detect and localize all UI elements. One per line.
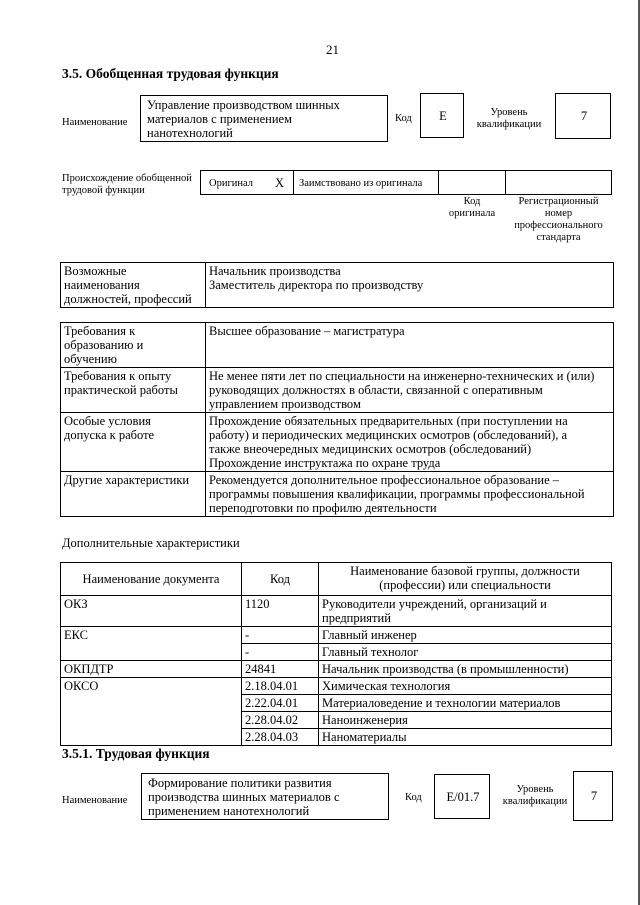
- doc-cell: [61, 644, 242, 661]
- code-cell: 2.22.04.01: [242, 695, 319, 712]
- name-line-1: Управление производством шинных: [147, 98, 340, 112]
- code-label: Код: [395, 113, 412, 124]
- tf-name-label: Наименование: [62, 795, 128, 806]
- positions-values: [206, 263, 614, 308]
- requirement-value-line: руководящих должностях в области, связанной с оперативным: [209, 383, 543, 397]
- code-box: [420, 93, 464, 138]
- tf-name-line-1: Формирование политики развития: [148, 776, 332, 790]
- positions-label-line-3: должностей, профессий: [64, 292, 192, 306]
- level-label: [474, 107, 544, 131]
- col-name-header: [319, 563, 612, 596]
- requirement-label-line: Особые условия: [64, 414, 151, 428]
- code-cell: -: [242, 627, 319, 644]
- code-cell: 24841: [242, 661, 319, 678]
- requirement-value-line: Прохождение обязательных предварительных (при поступлении на: [209, 414, 568, 428]
- level-label-line-2: квалификации: [476, 119, 542, 130]
- origin-label: [62, 173, 192, 197]
- requirement-value-line: Не менее пяти лет по специальности на инженерно-технических и (или): [209, 369, 595, 383]
- code-caption-line-2: оригинала: [448, 208, 496, 219]
- code-caption-line-1: Код: [463, 196, 481, 207]
- requirements-row: [61, 323, 614, 368]
- requirement-label-line: допуска к работе: [64, 428, 155, 442]
- requirement-label-line: Требования к: [64, 324, 136, 338]
- col-name-header-line: (профессии) или специальности: [379, 578, 551, 592]
- requirement-label: [61, 413, 206, 472]
- name-cell: Наноматериалы: [319, 729, 612, 746]
- name-box: [140, 95, 388, 142]
- tf-code-label: Код: [405, 792, 422, 803]
- requirement-value-line: также внеочередных медицинских осмотров (обследований): [209, 442, 532, 456]
- borrowed-label: Заимствовано из оригинала: [299, 178, 423, 189]
- original-mark: X: [275, 176, 285, 190]
- table-row: [61, 627, 612, 644]
- reg-caption-line-1: Регистрационный: [518, 196, 599, 207]
- position-item-2: Заместитель директора по производству: [209, 278, 424, 292]
- col-name-header-line: Наименование базовой группы, должности: [350, 564, 580, 578]
- additional-table: [60, 562, 612, 746]
- reg-caption: [505, 196, 612, 244]
- tf-level-box: [573, 771, 613, 821]
- section-heading: 3.5. Обобщенная трудовая функция: [62, 66, 279, 81]
- requirement-value: [206, 323, 614, 368]
- requirement-value: [206, 413, 614, 472]
- tf-level-label-line-1: Уровень: [516, 784, 554, 795]
- doc-cell: ОКЗ: [61, 596, 242, 627]
- name-cell: Материаловедение и технологии материалов: [319, 695, 612, 712]
- level-box: [555, 93, 611, 139]
- level-value: 7: [580, 109, 588, 123]
- name-cell-line: Руководители учреждений, организаций и: [322, 597, 547, 611]
- table-row: [61, 596, 612, 627]
- reg-caption-line-2: номер: [544, 208, 573, 219]
- requirement-label: [61, 368, 206, 413]
- positions-row: [61, 263, 614, 308]
- doc-cell: ОКСО: [61, 678, 242, 695]
- code-caption: [437, 196, 507, 220]
- code-cell: -: [242, 644, 319, 661]
- table-row: [61, 661, 612, 678]
- additional-header-row: [61, 563, 612, 596]
- table-row: [61, 678, 612, 695]
- name-cell: [319, 596, 612, 627]
- name-line-3: нанотехнологий: [147, 126, 233, 140]
- requirement-value-line: переподготовки по профилю деятельности: [209, 501, 437, 515]
- positions-label: [61, 263, 206, 308]
- code-value: E: [439, 109, 447, 123]
- reg-caption-line-3: профессионального: [514, 220, 603, 231]
- reg-caption-line-4: стандарта: [536, 232, 581, 243]
- col-doc-header: Наименование документа: [61, 563, 242, 596]
- name-cell-line: предприятий: [322, 611, 391, 625]
- doc-cell: [61, 712, 242, 729]
- doc-cell: ОКПДТР: [61, 661, 242, 678]
- tf-code-box: [434, 774, 490, 819]
- doc-cell: [61, 695, 242, 712]
- code-cell: 2.28.04.02: [242, 712, 319, 729]
- col-code-header: Код: [242, 563, 319, 596]
- table-row: [61, 712, 612, 729]
- requirements-table: [60, 322, 614, 517]
- original-label: Оригинал: [209, 178, 253, 189]
- name-cell: Химическая технология: [319, 678, 612, 695]
- requirement-label: [61, 323, 206, 368]
- requirement-value: [206, 368, 614, 413]
- tf-level-label: [500, 784, 570, 808]
- tf-name-line-2: производства шинных материалов с: [148, 790, 340, 804]
- tf-name-line-3: применением нанотехнологий: [148, 804, 310, 818]
- requirement-value: [206, 472, 614, 517]
- requirement-value-line: Рекомендуется дополнительное профессиональное образование –: [209, 473, 560, 487]
- table-row: [61, 729, 612, 746]
- tf-level-value: 7: [590, 789, 598, 803]
- requirement-label-line: образованию и: [64, 338, 144, 352]
- requirement-label-line: Другие характеристики: [64, 473, 190, 487]
- table-row: [61, 695, 612, 712]
- name-cell: Наноинженерия: [319, 712, 612, 729]
- tf-code-value: E/01.7: [446, 790, 480, 804]
- origin-row: [200, 170, 612, 195]
- origin-label-line-2: трудовой функции: [62, 185, 145, 196]
- additional-heading: Дополнительные характеристики: [62, 536, 240, 550]
- doc-cell: [61, 729, 242, 746]
- requirement-value-line: Высшее образование – магистратура: [209, 324, 405, 338]
- positions-table: [60, 262, 614, 308]
- requirements-row: [61, 368, 614, 413]
- positions-label-line-1: Возможные: [64, 264, 127, 278]
- positions-label-line-2: наименования: [64, 278, 140, 292]
- requirement-label: [61, 472, 206, 517]
- position-item-1: Начальник производства: [209, 264, 341, 278]
- requirements-row: [61, 413, 614, 472]
- code-cell: 1120: [242, 596, 319, 627]
- code-cell: 2.28.04.03: [242, 729, 319, 746]
- requirement-value-line: управлением производством: [209, 397, 361, 411]
- subsection-heading: 3.5.1. Трудовая функция: [62, 746, 210, 761]
- requirement-value-line: Прохождение инструктажа по охране труда: [209, 456, 441, 470]
- name-cell: Главный технолог: [319, 644, 612, 661]
- doc-cell: ЕКС: [61, 627, 242, 644]
- requirement-value-line: программы повышения квалификации, программы профессиональной: [209, 487, 585, 501]
- level-label-line-1: Уровень: [490, 107, 528, 118]
- origin-label-line-1: Происхождение обобщенной: [62, 173, 192, 184]
- requirements-row: [61, 472, 614, 517]
- tf-name-box: [141, 773, 389, 820]
- name-cell: Главный инженер: [319, 627, 612, 644]
- table-row: [61, 644, 612, 661]
- requirement-label-line: практической работы: [64, 383, 178, 397]
- name-cell: Начальник производства (в промышленности): [319, 661, 612, 678]
- name-line-2: материалов с применением: [147, 112, 293, 126]
- tf-level-label-line-2: квалификации: [502, 796, 568, 807]
- page-number: 21: [326, 42, 339, 57]
- code-cell: 2.18.04.01: [242, 678, 319, 695]
- name-label: Наименование: [62, 117, 128, 128]
- requirement-label-line: обучению: [64, 352, 117, 366]
- requirement-label-line: Требования к опыту: [64, 369, 172, 383]
- requirement-value-line: работу) и периодических медицинских осмотров (обследований), а: [209, 428, 568, 442]
